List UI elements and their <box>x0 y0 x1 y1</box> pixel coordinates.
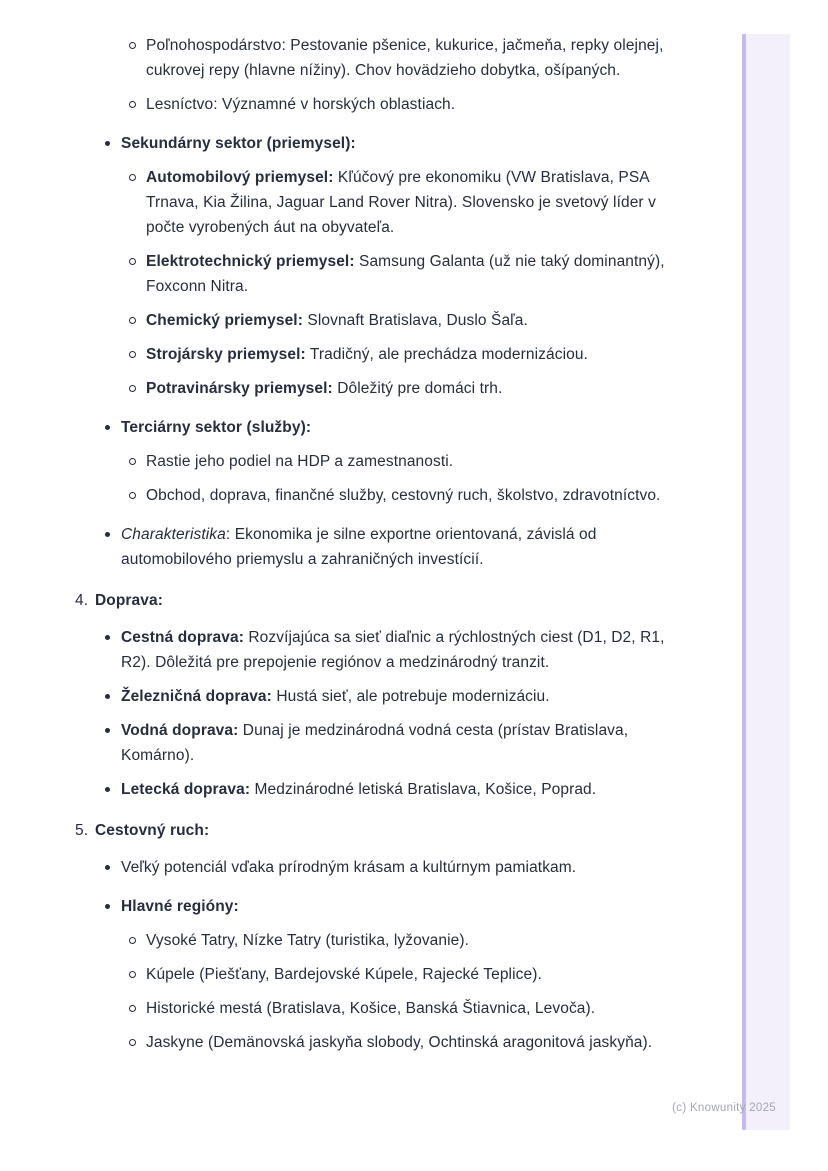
item-text <box>121 131 667 156</box>
item-text: Poľnohospodárstvo: Pestovanie pšenice, kukurice, jačmeňa, repky olejnej, cukrovej repy (hlavne nížiny). Chov hovädzieho dobytka, ošípaných. <box>146 37 664 79</box>
bold-label: Elektrotechnický priemysel: <box>146 253 355 270</box>
list-item <box>101 522 667 572</box>
list-item <box>126 449 667 474</box>
bold-label: Chemický priemysel: <box>146 312 303 329</box>
bold-label: Potravinársky priemysel: <box>146 380 333 397</box>
item-text: Vysoké Tatry, Nízke Tatry (turistika, lyžovanie). <box>146 932 470 949</box>
disc-bullet-icon <box>101 131 121 156</box>
accent-strip <box>742 34 790 1130</box>
list-item <box>101 718 667 768</box>
item-text: Veľký potenciál vďaka prírodným krásam a kultúrnym pamiatkam. <box>121 859 577 876</box>
disc-bullet-icon <box>101 718 121 743</box>
bold-label: Letecká doprava: <box>121 781 251 798</box>
circle-bullet-icon <box>126 449 146 474</box>
circle-bullet-icon <box>126 996 146 1021</box>
circle-bullet-icon <box>126 962 146 987</box>
item-text: Kúpele (Piešťany, Bardejovské Kúpele, Rajecké Teplice). <box>146 966 542 983</box>
document-body <box>75 33 667 1055</box>
item-text: Charakteristika: Ekonomika je silne exportne orientovaná, závislá od automobilového priemyslu a zahraničných investícií. <box>121 526 597 568</box>
item-text: Strojársky priemysel: Tradičný, ale prechádza modernizáciou. <box>146 346 588 363</box>
disc-bullet-icon <box>101 415 121 440</box>
list-item <box>101 131 667 156</box>
bold-label: Železničná doprava: <box>121 688 272 705</box>
bold-label: Automobilový priemysel: <box>146 169 334 186</box>
circle-bullet-icon <box>126 1030 146 1055</box>
item-text: Historické mestá (Bratislava, Košice, Banská Štiavnica, Levoča). <box>146 1000 596 1017</box>
item-text: Cestná doprava: Rozvíjajúca sa sieť diaľnic a rýchlostných ciest (D1, D2, R1, R2). Dôležitá pre prepojenie regiónov a medzinárodný tranzit. <box>121 629 665 671</box>
bold-label: Hlavné regióny: <box>121 898 239 915</box>
list-item <box>101 894 667 919</box>
list-item <box>126 483 667 508</box>
list-item <box>101 684 667 709</box>
numbered-heading <box>75 588 667 613</box>
circle-bullet-icon <box>126 483 146 508</box>
list-item <box>126 1030 667 1055</box>
bold-label: Cestná doprava: <box>121 629 244 646</box>
disc-bullet-icon <box>101 625 121 650</box>
item-text <box>95 818 667 843</box>
circle-bullet-icon <box>126 928 146 953</box>
circle-bullet-icon <box>126 33 146 58</box>
circle-bullet-icon <box>126 342 146 367</box>
item-text: Obchod, doprava, finančné služby, cestovný ruch, školstvo, zdravotníctvo. <box>146 487 661 504</box>
item-text: Jaskyne (Demänovská jaskyňa slobody, Ochtinská aragonitová jaskyňa). <box>146 1034 653 1051</box>
circle-bullet-icon <box>126 308 146 333</box>
item-text: Potravinársky priemysel: Dôležitý pre domáci trh. <box>146 380 503 397</box>
list-item <box>126 308 667 333</box>
numbered-heading <box>75 818 667 843</box>
list-item <box>101 777 667 802</box>
bold-label: Terciárny sektor (služby): <box>121 419 312 436</box>
disc-bullet-icon <box>101 684 121 709</box>
circle-bullet-icon <box>126 165 146 190</box>
list-item <box>126 165 667 240</box>
bold-label: Sekundárny sektor (priemysel): <box>121 135 356 152</box>
list-item <box>126 928 667 953</box>
circle-bullet-icon <box>126 92 146 117</box>
item-text: Železničná doprava: Hustá sieť, ale potrebuje modernizáciu. <box>121 688 550 705</box>
list-item <box>101 855 667 880</box>
list-item <box>126 996 667 1021</box>
disc-bullet-icon <box>101 855 121 880</box>
bold-label: Strojársky priemysel: <box>146 346 306 363</box>
item-text <box>121 415 667 440</box>
list-item <box>126 962 667 987</box>
item-text <box>95 588 667 613</box>
list-item <box>126 376 667 401</box>
item-text: Lesníctvo: Významné v horských oblastiach. <box>146 96 456 113</box>
list-item <box>101 415 667 440</box>
item-text: Vodná doprava: Dunaj je medzinárodná vodná cesta (prístav Bratislava, Komárno). <box>121 722 629 764</box>
item-text: Chemický priemysel: Slovnaft Bratislava, Duslo Šaľa. <box>146 312 528 329</box>
disc-bullet-icon <box>101 777 121 802</box>
watermark: (c) Knowunity 2025 <box>672 1102 776 1114</box>
circle-bullet-icon <box>126 376 146 401</box>
item-text: Rastie jeho podiel na HDP a zamestnanosti. <box>146 453 454 470</box>
list-item <box>126 342 667 367</box>
disc-bullet-icon <box>101 522 121 547</box>
bold-label: Doprava: <box>95 592 163 609</box>
item-number: 4. <box>75 592 89 609</box>
bold-label: Cestovný ruch: <box>95 822 210 839</box>
list-item <box>126 249 667 299</box>
item-text: Automobilový priemysel: Kľúčový pre ekonomiku (VW Bratislava, PSA Trnava, Kia Žilina, Jaguar Land Rover Nitra). Slovensko je svetový líder v počte vyrobených áut na obyvateľa. <box>146 169 656 236</box>
item-number: 5. <box>75 822 89 839</box>
italic-label: Charakteristika <box>121 526 226 543</box>
list-item <box>126 33 667 83</box>
bold-label: Vodná doprava: <box>121 722 239 739</box>
circle-bullet-icon <box>126 249 146 274</box>
list-item <box>126 92 667 117</box>
item-text: Letecká doprava: Medzinárodné letiská Bratislava, Košice, Poprad. <box>121 781 597 798</box>
item-text <box>121 894 667 919</box>
item-text: Elektrotechnický priemysel: Samsung Galanta (už nie taký dominantný), Foxconn Nitra. <box>146 253 665 295</box>
list-item <box>101 625 667 675</box>
disc-bullet-icon <box>101 894 121 919</box>
